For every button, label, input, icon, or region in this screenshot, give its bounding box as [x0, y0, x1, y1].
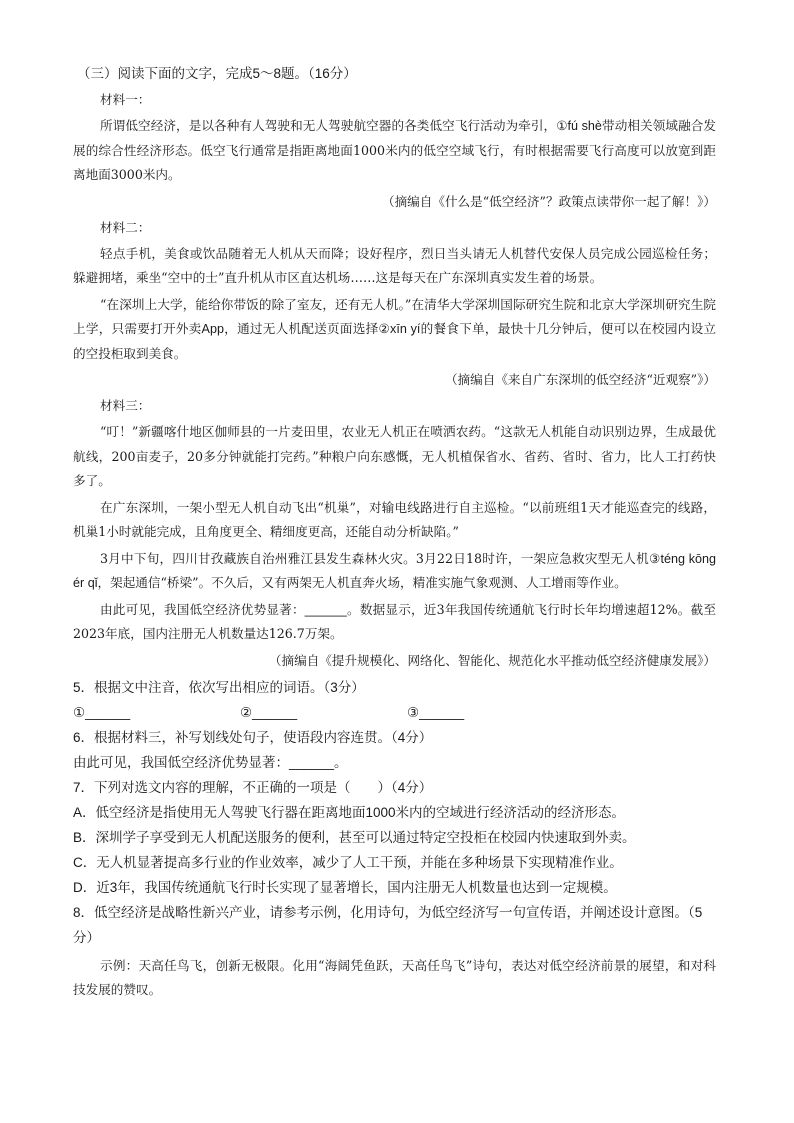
m1-text-c: 带动相关领域融合发展的综合性经济形态。低空飞行通常是指距离地面1000米内的低空空域飞行，有时根据需要飞行高度可以放宽到距离地面3000米内。: [73, 118, 716, 182]
option-d: D．近3年，我国传统通航飞行时长实现了显著增长，国内注册无人机数量也达到一定规模。: [73, 879, 617, 895]
blank-1: ①______: [73, 704, 131, 720]
question-6-line: 由此可见，我国低空经济优势显著：______。: [73, 754, 348, 770]
material-1-source: （摘编自《什么是“低空经济”？政策点读带你一起了解！》）: [381, 193, 716, 209]
material-1-label: 材料一：: [100, 92, 151, 107]
pinyin-2: ②xīn yí: [378, 322, 421, 336]
question-5-blanks: [73, 700, 716, 725]
question-5: 5．根据文中注音，依次写出相应的词语。（3分）: [73, 679, 365, 695]
m1-text-a: 所谓低空经济，是以各种有人驾驶和无人驾驶航空器的各类低空飞行活动为牵引，: [100, 118, 557, 133]
blank-2: ②______: [240, 704, 298, 720]
pinyin-3: ③téng kōng ér qǐ: [73, 551, 716, 590]
m3-text-b: ，架起通信“桥梁”。不久后，又有两架无人机直奔火场，精准实施气象观测、人工增雨等作业。: [97, 575, 627, 590]
question-8: 8．低空经济是战略性新兴产业，请参考示例，化用诗句，为低空经济写一句宣传语，并阐述设计意图。（5分）: [73, 904, 703, 945]
m3-text-a: 3月中下旬，四川甘孜藏族自治州雅江县发生森林火灾。3月22日18时许，一架应急救灾型无人机: [100, 550, 649, 566]
m2-text-b: ，通过无人机配送页面选择: [223, 321, 379, 336]
question-7: 7．下列对选文内容的理解，不正确的一项是（ ）（4分）: [73, 779, 433, 795]
question-8-example: 示例：天高任鸟飞，创新无极限。化用“海阔凭鱼跃，天高任鸟飞”诗句，表达对低空经济前景的展望，和对科技发展的赞叹。: [73, 957, 716, 997]
m2-text-c: 的餐食下单，最快十几分钟后，便可以在校园内设立的空投柜取到美食。: [73, 321, 717, 361]
material-2-paragraph-1: 轻点手机，美食或饮品随着无人机从天而降；设好程序，烈日当头请无人机替代安保人员完成公园巡检任务；躲避拥堵，乘坐“空中的士”直升机从市区直达机场……这是每天在广东深圳真实发生着的场景。: [73, 245, 716, 285]
material-3-label: 材料三：: [100, 398, 151, 413]
material-2-source: （摘编自《来自广东深圳的低空经济“近观察”》）: [444, 372, 716, 387]
m3-text-4b: 。数据显示，近3年我国传统通航飞行时长年均增速超12%。截至2023年底，国内注册无人机数量达126.7万架。: [73, 601, 716, 641]
material-3-paragraph-1: “叮！”新疆喀什地区伽师县的一片麦田里，农业无人机正在喷洒农药。“这款无人机能自动识别边界，生成最优航线，200亩麦子，20多分钟就能打完药。”种粮户向东感慨，无人机植保省水、省药、省时、省力，比人工打药快多了。: [73, 424, 716, 488]
material-3-paragraph-3: [73, 547, 716, 596]
material-3-paragraph-2: 在广东深圳，一架小型无人机自动飞出“机巢”，对输电线路进行自主巡检。“以前班组1天才能巡查完的线路，机巢1小时就能完成，且角度更全、精细度更高，还能自动分析缺陷。”: [73, 499, 716, 539]
option-b: B．深圳学子享受到无人机配送服务的便利，甚至可以通过特定空投柜在校园内快速取到外卖。: [73, 829, 636, 845]
material-2-paragraph-2: [73, 293, 716, 367]
material-3-source: （摘编自《提升规模化、网络化、智能化、规范化水平推动低空经济健康发展》）: [268, 652, 716, 668]
answer-blank: ______: [304, 602, 347, 617]
blank-3: ③______: [407, 704, 465, 720]
material-3-paragraph-4: [73, 598, 716, 647]
section-header: （三）阅读下面的文字，完成5～8题。（16分）: [77, 66, 357, 81]
material-2-label: 材料二：: [100, 219, 151, 235]
option-a: A．低空经济是指使用无人驾驶飞行器在距离地面1000米内的空域进行经济活动的经济形态。: [73, 804, 626, 820]
option-c: C．无人机显著提高多行业的作业效率，减少了人工干预，并能在多种场景下实现精准作业。: [73, 854, 623, 870]
m2-text-a: “在深圳上大学，能给你带饭的除了室友，还有无人机。”在清华大学深圳国际研究生院和北京大学深圳研究生院上学，只需要打开外卖: [73, 296, 716, 336]
m2-app: App: [201, 322, 224, 336]
pinyin-1: ①fú shè: [556, 119, 602, 133]
material-1-paragraph: [73, 114, 716, 188]
m3-text-4a: 由此可见，我国低空经济优势显著：: [100, 601, 305, 617]
question-6: 6．根据材料三，补写划线处句子，使语段内容连贯。（4分）: [73, 729, 433, 745]
